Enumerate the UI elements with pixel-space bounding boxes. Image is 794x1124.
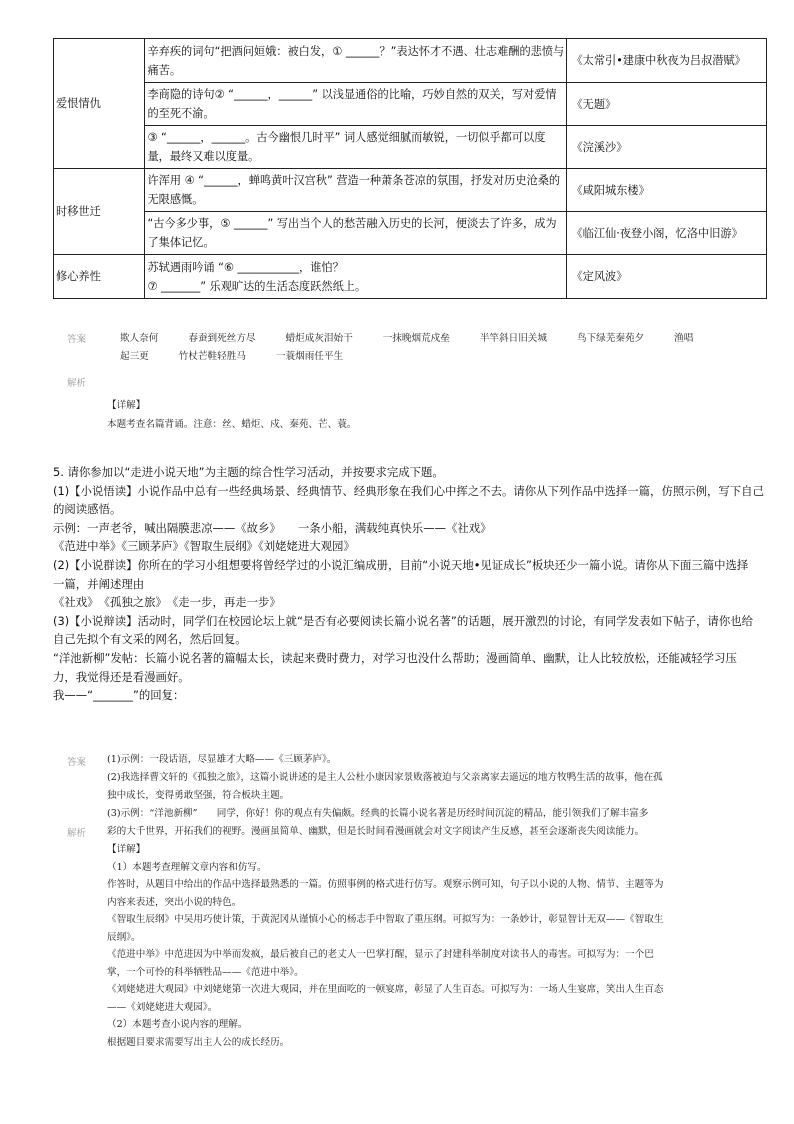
table-row [54, 39, 767, 83]
q5-part3: (3)【小说辩读】活动时，同学们在校园论坛上就“是否有必要阅读长篇小说名著”的话题，展开激烈的讨论，有同学发表如下帖子，请你也给 [53, 613, 753, 628]
q5-works: 《范进中举》《三顾茅庐》《智取生辰纲》《刘姥姥进大观园》 [53, 539, 355, 554]
category-cell: 爱恨情仇 [54, 39, 145, 169]
source-cell: 《无题》 [567, 83, 767, 126]
explanation-label: 解析 [67, 378, 87, 389]
explanation-2-line: 作答时，从题目中给出的作品中选择最熟悉的一篇。仿照事例的格式进行仿写。观察示例可知，句子以小说的人物、情节、主题等为 [107, 879, 664, 890]
category-cell: 修心养性 [54, 255, 145, 299]
table-row [54, 255, 767, 299]
answer-item: 渔唱 [674, 333, 694, 344]
explanation-2-line: 《范进中举》中范进因为中举而发疯，最后被自己的老丈人一巴掌打醒，显示了封建科举制度对读书人的毒害。可拟写为：一个巴 [107, 949, 654, 960]
explanation-text: 本题考查名篇背诵。注意：丝、蜡炬、戍、秦苑、芒、蓑。 [107, 419, 357, 430]
q5-part1-cont: 的阅读感悟。 [53, 502, 122, 517]
explanation-2-line: 《刘姥姥进大观园》中刘姥姥第一次进大观园，并在里面吃的一顿宴席，彰显了人生百态。可拟写为：一场人生宴席，笑出人生百态 [107, 984, 664, 995]
answer-label-2: 答案 [67, 757, 87, 768]
explanation-2-line: （2）本题考查小说内容的理解。 [107, 1019, 248, 1030]
table-row [54, 169, 767, 212]
answer-2-line: (1)示例：一段话语，尽显雄才大略——《三顾茅庐》。 [107, 754, 337, 765]
q5-post-cont: 力，我觉得还是看漫画好。 [53, 669, 190, 684]
content-cell: 许浑用 ④ “______，蝉鸣黄叶汉宫秋” 营造一种萧条苍凉的氛围，抒发对历史沧桑的无限感慨。 [145, 169, 567, 212]
q5-post: “洋池新柳”发帖：长篇小说名著的篇幅太长，读起来费时费力，对学习也没什么帮助；漫画简单、幽默，让人比较放松，还能减轻学习压 [53, 650, 737, 665]
explanation-title: 【详解】 [107, 400, 146, 411]
table-row [54, 126, 767, 169]
q5-reply: 我——“_______”的回复： [53, 688, 185, 703]
source-cell: 《太常引•建康中秋夜为吕叔潜赋》 [567, 39, 767, 83]
answer-item: 起三更 [120, 351, 149, 362]
category-cell: 时移世迁 [54, 169, 145, 255]
content-cell: 苏轼遇雨吟诵 “⑥ ___________，谁怕？ ⑦ _______” 乐观旷达的生活态度跃然纸上。 [145, 255, 567, 299]
source-cell: 《咸阳城东楼》 [567, 169, 767, 212]
content-cell: 李商隐的诗句② “______，______” 以浅显通俗的比喻，巧妙自然的双关，写对爱情的至死不渝。 [145, 83, 567, 126]
source-cell: 《定风波》 [567, 255, 767, 299]
q5-intro: 5. 请你参加以“走进小说天地”为主题的综合性学习活动，并按要求完成下题。 [53, 465, 444, 479]
answer-item: 半竿斜日旧关城 [479, 333, 547, 344]
answer-item: 竹杖芒鞋轻胜马 [178, 351, 246, 362]
answer-2-line: (2)我选择曹文轩的《孤独之旅》，这篇小说讲述的是主人公杜小康因家景败落被迫与父亲离家去遥远的地方牧鸭生活的故事，他在孤 [107, 772, 663, 783]
answer-item: 鸟下绿芜秦苑夕 [577, 333, 645, 344]
answer-item: 欺人奈何 [120, 333, 159, 344]
explanation-2-title: 【详解】 [107, 844, 146, 855]
explanation-2-line: 辰纲》。 [107, 931, 141, 943]
answer-item: 一蓑烟雨任平生 [275, 351, 344, 362]
question-5 [53, 463, 769, 705]
content-cell: 辛弃疾的词句“把酒问姮娥：被白发，① ______？”表达怀才不遇、壮志难酬的悲愤与痛苦。 [145, 39, 567, 83]
answer-item: 蜡炬成灰泪始干 [285, 333, 353, 344]
answer-2 [107, 751, 727, 841]
answer-label: 答案 [67, 334, 87, 345]
table-row [54, 83, 767, 126]
content-cell: “古今多少事，⑤ ______” 写出当个人的愁苦融入历史的长河，便淡去了许多，成为了集体记忆。 [145, 212, 567, 255]
source-cell: 《临江仙·夜登小阁，忆洛中旧游》 [567, 212, 767, 255]
explanation-label-2: 解析 [67, 828, 87, 839]
q5-part2: (2)【小说群读】你所在的学习小组想要将曾经学过的小说汇编成册，目前“小说天地•见证成长”板块还少一篇小说。请你从下面三篇中选择 [53, 557, 749, 572]
q5-part1: (1)【小说悟读】小说作品中总有一些经典场景、经典情节、经典形象在我们心中挥之不去。请你从下列作品中选择一篇，仿照示例，写下自己 [53, 483, 764, 498]
table-row [54, 212, 767, 255]
explanation-2-line: 内容来表述，突出小说的特色。 [107, 896, 242, 908]
q5-part3-cont: 自己先拟个有文采的网名，然后回复。 [53, 632, 247, 647]
q5-options: 《社戏》 《孤独之旅》 《走一步，再走一步》 [53, 595, 281, 610]
answer-item: 一抹晚烟荒戍垒 [382, 333, 450, 344]
poetry-table [53, 38, 767, 299]
explanation-2-line: 根据题目要求需要写出主人公的成长经历。 [107, 1036, 290, 1048]
explanation-2-line: ——《刘姥姥进大观园》。 [107, 1001, 218, 1013]
explanation-2-line: 掌，一个可怜的科举牺牲品——《范进中举》。 [107, 966, 304, 978]
q5-part2-cont: 一篇，并阐述理由 [53, 576, 145, 591]
answer-2-line: 独中成长，变得勇敢坚强，符合板块主题。 [107, 790, 290, 801]
answer-2-line: (3)示例：“洋池新柳” 同学，你好！你的观点有失偏颇。经典的长篇小说名著是历经时间沉淀的精品，能引领我们了解丰富多 [107, 808, 649, 819]
answer-2-line: 彩的大千世界，开拓我们的视野。漫画虽简单、幽默，但是长时间看漫画就会对文字阅读产生反感，甚至会逐渐丧失阅读能力。 [107, 826, 645, 837]
explanation-2 [107, 841, 727, 1051]
answer-item: 春蚕到死丝方尽 [188, 333, 256, 344]
source-cell: 《浣溪沙》 [567, 126, 767, 169]
explanation-1 [107, 396, 356, 434]
answer-1 [120, 330, 760, 366]
explanation-2-line: （1）本题考查理解文章内容和仿写。 [107, 861, 267, 873]
content-cell: ③ “______，______。古今幽恨几时平” 词人感觉细腻而敏锐，一切似乎都可以度量，最终又难以度量。 [145, 126, 567, 169]
explanation-2-line: 《智取生辰纲》中吴用巧使计策，于黄泥冈从谨慎小心的杨志手中智取了重压纲。可拟写为：一条妙计，彰显智计无双——《智取生 [107, 914, 664, 925]
q5-example: 示例：一声老爷，喊出隔膜悲凉——《故乡》 一条小船，满载纯真快乐——《社戏》 [53, 520, 492, 535]
